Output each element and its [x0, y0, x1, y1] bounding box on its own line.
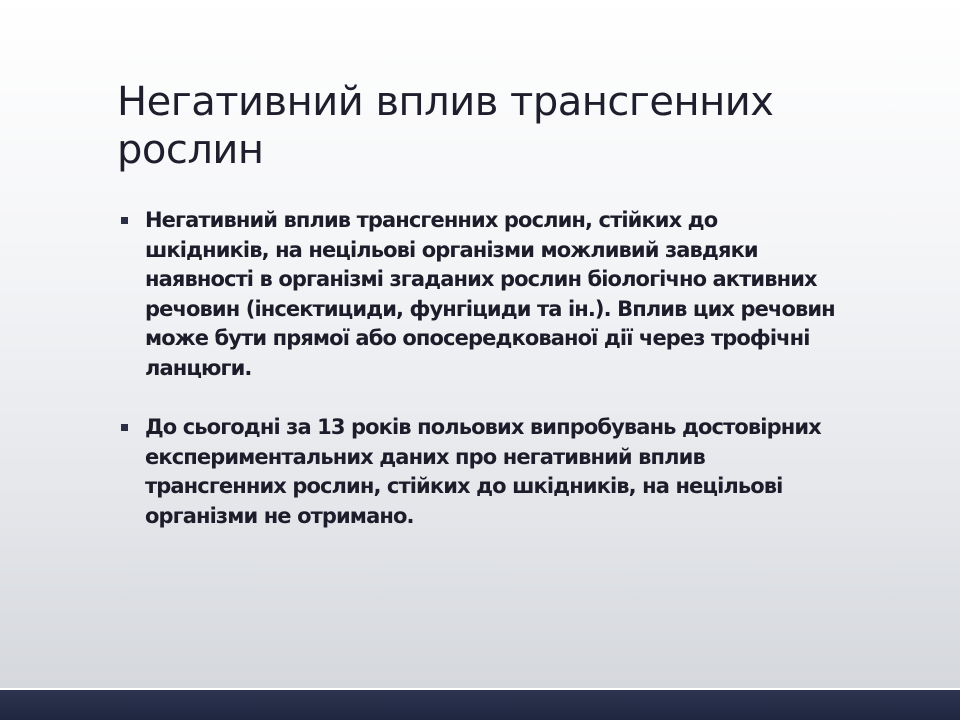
bullet-text: Негативний вплив трансгенних рослин, стійких до шкідників, на нецільові організми можливий завдяки наявності в організмі згаданих рослин біологічно активних речовин (інсектициди, фунгіциди та ін.). Вплив цих речовин може бути прямої або опосередкованої дії через трофічні ланцюги.: [145, 208, 835, 380]
bullet-item: [117, 206, 847, 383]
square-bullet-icon: [121, 217, 128, 224]
bullet-list: [117, 206, 847, 561]
bullet-item: [117, 413, 847, 531]
slide-title: Негативний вплив трансгенних рослин: [117, 79, 774, 173]
square-bullet-icon: [121, 424, 128, 431]
bullet-text: До сьогодні за 13 років польових випробувань достовірних експериментальних даних про негативний вплив трансгенних рослин, стійких до шкідників, на нецільові організми не отримано.: [145, 415, 821, 528]
footer-bar: [0, 690, 960, 720]
